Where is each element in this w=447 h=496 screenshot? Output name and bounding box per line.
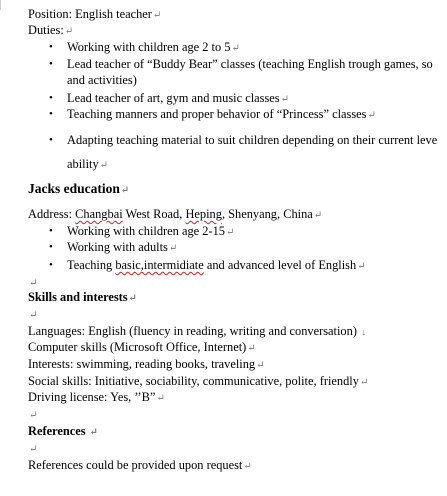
skills-heading: Skills and interests↵ [28, 290, 137, 304]
address-line: Address: Changbai West Road, Heping, Shenyang, China↵ [28, 207, 323, 221]
paragraph-mark: ↵ [99, 160, 109, 171]
duty-item-continuation [67, 157, 108, 173]
spelling-flag: Changbai [75, 207, 123, 221]
bullet-dot: • [49, 108, 53, 120]
duty-item [67, 107, 376, 123]
paragraph-mark: ↵ [225, 227, 235, 238]
spelling-flag: basic,intermidiate [115, 258, 204, 272]
paragraph-mark: ↵ [29, 310, 38, 321]
duty-item [67, 91, 289, 107]
bullet-dot: • [49, 225, 53, 237]
duty-text: Adapting teaching material to suit children depending on their current leve [67, 133, 438, 147]
bullet-dot: • [49, 134, 53, 146]
paragraph-mark: ↵ [357, 261, 366, 272]
references-heading: References ↵ [28, 424, 99, 438]
bullet-dot: • [49, 92, 53, 104]
line-break-mark: ↓ [361, 327, 367, 338]
paragraph-mark: ↵ [29, 410, 38, 421]
paragraph-mark: ↵ [89, 427, 99, 438]
jacks-education-heading [28, 181, 129, 199]
spelling-flag: Heping [185, 207, 222, 221]
duty-item [67, 40, 240, 56]
jacks-item: Working with adults↵ [67, 240, 178, 254]
duty-text: ability [67, 157, 99, 171]
duty-text: and activities) [67, 73, 137, 87]
paragraph-mark: ↵ [367, 110, 376, 121]
position-text: Position: English teacher [28, 7, 152, 21]
paragraph-mark: ↵ [231, 43, 240, 54]
jacks-item: Working with children age 2-15↵ [67, 224, 235, 238]
position-line [28, 7, 161, 23]
skills-interests: Interests: swimming, reading books, traveling↵ [28, 357, 265, 371]
duty-text: Lead teacher of “Buddy Bear” classes (teaching English trough games, so [67, 57, 433, 71]
empty-paragraph [28, 307, 37, 323]
paragraph-mark: ↵ [120, 185, 130, 196]
paragraph-mark: ↵ [280, 94, 290, 105]
skills-social: Social skills: Initiative, sociability, communicative, polite, friendly↵ [28, 374, 369, 388]
empty-paragraph [28, 275, 37, 291]
bullet-dot: • [49, 58, 53, 70]
duty-text: Teaching manners and proper behavior of “Princess” classes [67, 107, 367, 121]
paragraph-mark: ↵ [128, 293, 137, 304]
duties-label: Duties: [28, 23, 64, 37]
empty-paragraph [28, 407, 37, 423]
paragraph-mark: ↵ [64, 26, 74, 37]
skills-languages: Languages: English (fluency in reading, writing and conversation) ↓ [28, 324, 367, 338]
paragraph-mark: ↵ [156, 393, 165, 404]
paragraph-mark: ↵ [359, 377, 369, 388]
paragraph-mark: ↵ [256, 360, 265, 371]
duty-text: Working with children age 2 to 5 [67, 40, 231, 54]
paragraph-mark: ↵ [29, 444, 38, 455]
skills-computer: Computer skills (Microsoft Office, Internet)↵ [28, 340, 256, 354]
bullet-dot: • [49, 41, 53, 53]
paragraph-mark: ↵ [313, 210, 323, 221]
paragraph-mark: ↵ [152, 10, 162, 21]
heading-text: Jacks education [28, 181, 120, 196]
duties-label-line [28, 23, 73, 39]
duty-item-continuation [67, 73, 137, 88]
skills-driving: Driving license: Yes, ’’B”↵ [28, 390, 165, 404]
empty-paragraph [28, 441, 37, 457]
paragraph-mark: ↵ [168, 243, 178, 254]
jacks-item: Teaching basic,intermidiate and advanced level of English↵ [67, 258, 366, 272]
paragraph-mark: ↵ [247, 343, 256, 354]
bullet-dot: • [49, 259, 53, 271]
bullet-dot: • [49, 241, 53, 253]
paragraph-mark: ↵ [243, 461, 252, 472]
duty-text: Lead teacher of art, gym and music classes [67, 91, 280, 105]
paragraph-mark: ↵ [29, 278, 38, 289]
margin-marker [0, 0, 1, 10]
duty-item [67, 57, 433, 72]
references-text: References could be provided upon request↵ [28, 458, 252, 472]
duty-item [67, 133, 437, 148]
